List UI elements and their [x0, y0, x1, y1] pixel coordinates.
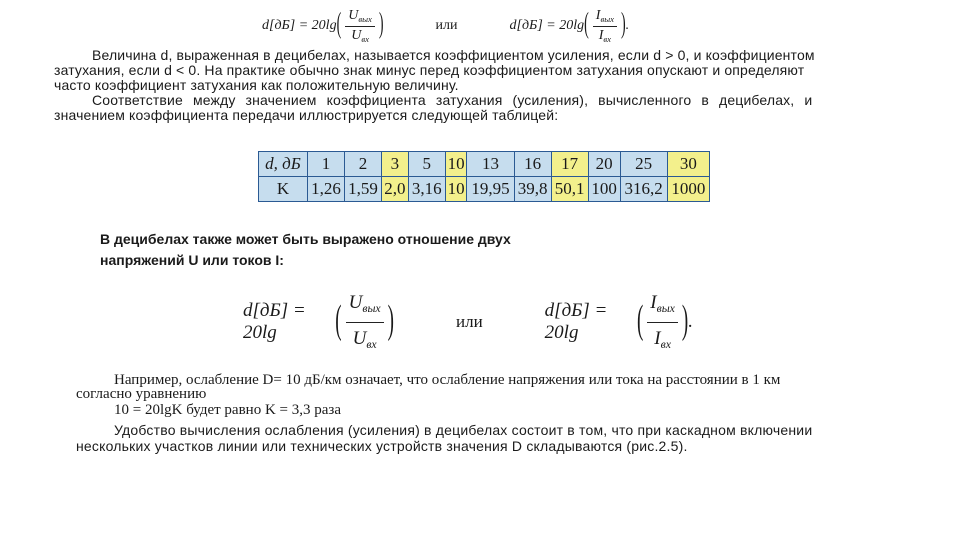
fraction-u-large: $\frac{U_{вых}}{U_{вх}}$	[346, 292, 384, 351]
table-cell: 1,26	[308, 177, 345, 202]
example-line-3: 10 = 20lgK будет равно K = 3,3 раза	[114, 402, 341, 418]
intro-line-1: Величина d, выраженная в децибелах, называется коэффициентом усиления, если d > 0, и коэффициентом	[92, 47, 815, 63]
intro-line-2: затухания, если d < 0. На практике обычно знак минус перед коэффициентом затухания опускают и определяют	[54, 62, 805, 78]
table-header-d: d, дБ	[259, 152, 308, 177]
table-cell: 20	[588, 152, 620, 177]
table-cell: 16	[514, 152, 551, 177]
formula-large-right: d[дБ] = 20lg	[544, 300, 608, 343]
bold-line-2: напряжений U или токов I:	[100, 252, 284, 268]
table-cell: 50,1	[551, 177, 588, 202]
table-cell: 25	[620, 152, 667, 177]
table-cell: 30	[667, 152, 709, 177]
convenience-paragraph	[76, 422, 936, 454]
table-cell: 13	[467, 152, 514, 177]
table-cell: 1,59	[345, 177, 382, 202]
table-cell: 2,0	[382, 177, 409, 202]
fraction-u: $\frac{U_{вых}}{U_{вх}}$	[345, 8, 375, 43]
table-cell: 19,95	[467, 177, 514, 202]
table-header-k: K	[259, 177, 308, 202]
table-cell: 39,8	[514, 177, 551, 202]
table-row-k	[259, 177, 710, 202]
table-cell: 2	[345, 152, 382, 177]
bold-statement	[100, 229, 511, 271]
paren-close: )	[378, 9, 384, 41]
table-row-d	[259, 152, 710, 177]
table-cell: 3	[382, 152, 409, 177]
table-cell: 5	[408, 152, 445, 177]
fraction-i: $\frac{I_{вых}}{I_{вх}}$	[593, 8, 617, 43]
example-paragraph	[76, 373, 936, 417]
table-cell: 10	[445, 177, 467, 202]
example-line-1: Например, ослабление D= 10 дБ/км означает, что ослабление напряжения или тока на расстоянии в 1 км	[114, 372, 781, 388]
table-cell: 1	[308, 152, 345, 177]
table-cell: 1000	[667, 177, 709, 202]
formula-top-left: d[дБ] = 20lg	[262, 18, 337, 33]
table-cell: 316,2	[620, 177, 667, 202]
formula-large: d[дБ] = 20lg ( $\frac{U_{вых}}{U_{вх}}$ ) или d[дБ] = 20lg ( $\frac{I_{вых}}{I_{вх}}$ ) .	[243, 292, 693, 351]
convenience-line-1: Удобство вычисления ослабления (усиления) в децибелах состоит в том, что при каскадном включении	[114, 422, 813, 438]
bold-line-1: В децибелах также может быть выражено отношение двух	[100, 231, 511, 247]
table-cell: 17	[551, 152, 588, 177]
intro-line-5: значением коэффициента передачи иллюстрируется следующей таблицей:	[54, 107, 559, 123]
db-table	[258, 151, 710, 202]
intro-paragraph	[54, 48, 924, 123]
intro-line-3: часто коэффициент затухания как положительную величину.	[54, 77, 459, 93]
paren-open: (	[336, 9, 342, 41]
formula-top: d[дБ] = 20lg ( $\frac{U_{вых}}{U_{вх}}$ ) или d[дБ] = 20lg ( $\frac{I_{вых}}{I_{вх}}$ ) .	[262, 8, 630, 44]
fraction-i-large: $\frac{I_{вых}}{I_{вх}}$	[647, 292, 678, 351]
formula-large-or: или	[455, 312, 483, 331]
table-cell: 100	[588, 177, 620, 202]
table-cell: 10	[445, 152, 467, 177]
intro-line-4: Соответствие между значением коэффициента затухания (усиления), вычисленного в децибелах, и	[92, 92, 813, 108]
formula-top-right: d[дБ] = 20lg	[509, 18, 585, 33]
formula-large-left: d[дБ] = 20lg	[243, 300, 306, 343]
convenience-line-2: нескольких участков линии или технических устройств значения D складываются (рис.2.5).	[76, 438, 688, 454]
table-cell: 3,16	[408, 177, 445, 202]
formula-top-or: или	[435, 18, 458, 33]
example-line-2: согласно уравнению	[76, 386, 207, 402]
